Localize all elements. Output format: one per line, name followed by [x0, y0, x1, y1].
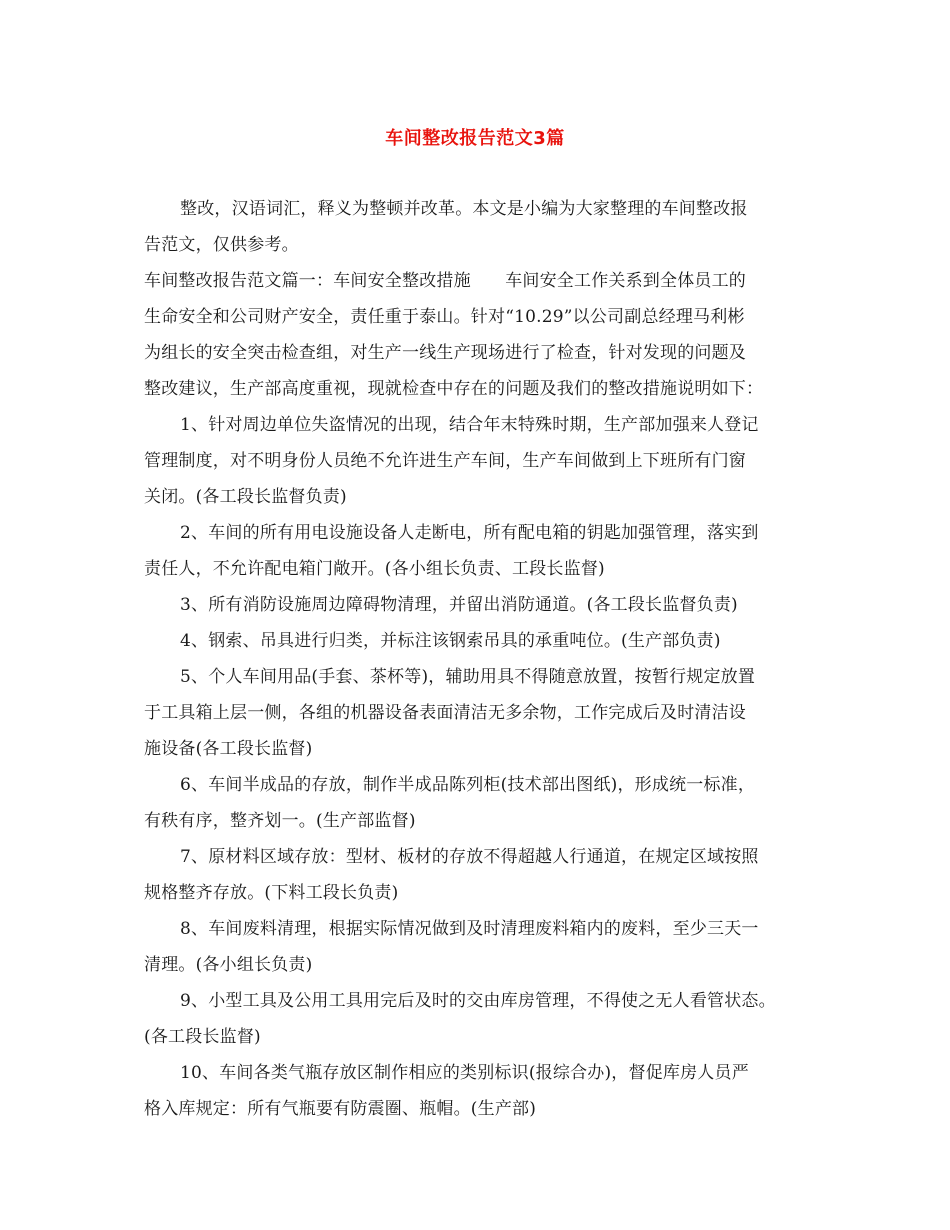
body-line: 清理。(各小组长负责): [144, 955, 313, 975]
body-line: 5、个人车间用品(手套、茶杯等)，辅助用具不得随意放置，按暂行规定放置: [180, 667, 756, 687]
body-line: 车间整改报告范文篇一：车间安全整改措施 车间安全工作关系到全体员工的: [144, 271, 746, 291]
body-line: 规格整齐存放。(下料工段长负责): [144, 883, 399, 903]
body-line: 责任人，不允许配电箱门敞开。(各小组长负责、工段长监督): [144, 559, 605, 579]
body-line: 1、针对周边单位失盗情况的出现，结合年末特殊时期，生产部加强来人登记: [180, 415, 759, 435]
body-line: 于工具箱上层一侧，各组的机器设备表面清洁无多余物，工作完成后及时清洁设: [144, 703, 746, 723]
body-line: 4、钢索、吊具进行归类，并标注该钢索吊具的承重吨位。(生产部负责): [180, 631, 721, 651]
body-line: 施设备(各工段长监督): [144, 739, 313, 759]
body-line: 整改，汉语词汇，释义为整顿并改革。本文是小编为大家整理的车间整改报: [180, 199, 748, 219]
body-line: 格入库规定：所有气瓶要有防震圈、瓶帽。(生产部): [144, 1099, 537, 1119]
body-line: 2、车间的所有用电设施设备人走断电，所有配电箱的钥匙加强管理，落实到: [180, 523, 759, 543]
body-line: 9、小型工具及公用工具用完后及时的交由库房管理，不得使之无人看管状态。: [180, 991, 776, 1011]
body-line: 生命安全和公司财产安全，责任重于泰山。针对“10.29”以公司副总经理马利彬: [144, 307, 745, 327]
body-line: (各工段长监督): [144, 1027, 261, 1047]
body-line: 6、车间半成品的存放，制作半成品陈列柜(技术部出图纸)，形成统一标准，: [180, 775, 756, 795]
body-line: 为组长的安全突击检查组，对生产一线生产现场进行了检查，针对发现的问题及: [144, 343, 746, 363]
document-title: 车间整改报告范文3篇: [385, 128, 565, 149]
body-line: 告范文，仅供参考。: [144, 235, 299, 255]
body-line: 10、车间各类气瓶存放区制作相应的类别标识(报综合办)，督促库房人员严: [180, 1063, 749, 1083]
body-line: 8、车间废料清理，根据实际情况做到及时清理废料箱内的废料，至少三天一: [180, 919, 759, 939]
body-line: 3、所有消防设施周边障碍物清理，并留出消防通道。(各工段长监督负责): [180, 595, 738, 615]
body-line: 整改建议，生产部高度重视，现就检查中存在的问题及我们的整改措施说明如下：: [144, 379, 764, 399]
body-line: 管理制度，对不明身份人员绝不允许进生产车间，生产车间做到上下班所有门窗: [144, 451, 746, 471]
body-line: 7、原材料区域存放：型材、板材的存放不得超越人行通道，在规定区域按照: [180, 847, 759, 867]
body-line: 有秩有序，整齐划一。(生产部监督): [144, 811, 416, 831]
body-line: 关闭。(各工段长监督负责): [144, 487, 347, 507]
